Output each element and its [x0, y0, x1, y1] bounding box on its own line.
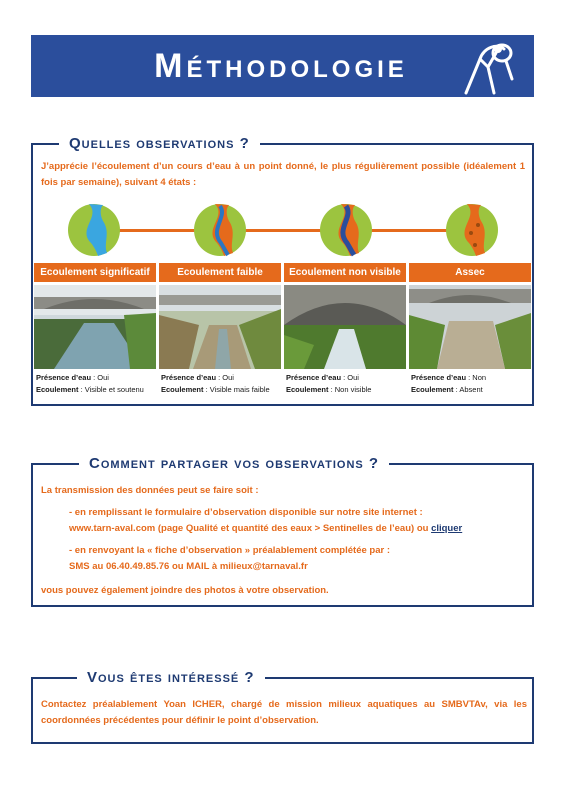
observations-title: Quelles observations ?: [59, 134, 260, 154]
interested-section: [31, 669, 534, 744]
contact-text: Contactez préalablement Yoan ICHER, chargé de mission milieux aquatiques au SMBVTAv, via les coordonnées précédentes pour définir le point d’observation.: [41, 699, 527, 726]
river-photo: [409, 285, 531, 369]
share-section: [31, 455, 534, 607]
photos-note: vous pouvez également joindre des photos à votre observation.: [41, 585, 329, 596]
state-dry: [409, 263, 531, 396]
significant-flow-icon: [67, 203, 121, 257]
flow-state-icons: [33, 201, 532, 261]
state-details: Présence d’eau : Oui Ecoulement : Visible mais faible: [161, 373, 270, 394]
share-lead: La transmission des données peut se faire soit :: [41, 485, 259, 496]
state-label: Ecoulement significatif: [34, 263, 156, 282]
state-label: Assec: [409, 263, 531, 282]
state-significant: [34, 263, 156, 396]
state-weak: [159, 263, 281, 396]
dry-river-icon: [445, 203, 499, 257]
state-label: Ecoulement non visible: [284, 263, 406, 282]
observations-section: [31, 135, 534, 406]
share-title: Comment partager vos observations ?: [79, 454, 389, 474]
option2-line2: SMS au 06.40.49.85.76 ou MAIL à milieux@tarnaval.fr: [69, 561, 308, 572]
river-photo: [159, 285, 281, 369]
state-details: Présence d’eau : Oui Ecoulement : Visible et soutenu: [36, 373, 144, 394]
form-link[interactable]: cliquer: [431, 523, 463, 534]
option2-line1: - en renvoyant la « fiche d’observation » préalablement complétée par :: [69, 545, 390, 556]
state-details: Présence d’eau : Non Ecoulement : Absent: [411, 373, 487, 394]
option1-line1: - en remplissant le formulaire d’observation disponible sur notre site internet :: [69, 507, 423, 518]
interested-title: Vous êtes intéressé ?: [77, 668, 265, 688]
option1-line2: www.tarn-aval.com (page Qualité et quantité des eaux > Sentinelles de l’eau) ou cliquer: [69, 523, 463, 534]
state-not-visible: [284, 263, 406, 396]
flow-states-table: [34, 263, 531, 403]
observations-intro: J’apprécie l’écoulement d’un cours d’eau à un point donné, le plus régulièrement possible (idéalement 1 fois par semaine), suivant 4 états :: [41, 161, 525, 188]
weak-flow-icon: [193, 203, 247, 257]
observer-binoculars-icon: [458, 39, 520, 95]
connector-line: [93, 229, 472, 232]
state-details: Présence d’eau : Oui Ecoulement : Non visible: [286, 373, 372, 394]
no-visible-flow-icon: [319, 203, 373, 257]
river-photo: [284, 285, 406, 369]
page-title: Méthodologie: [154, 47, 408, 85]
river-photo: [34, 285, 156, 369]
title-banner: [31, 35, 534, 97]
state-label: Ecoulement faible: [159, 263, 281, 282]
